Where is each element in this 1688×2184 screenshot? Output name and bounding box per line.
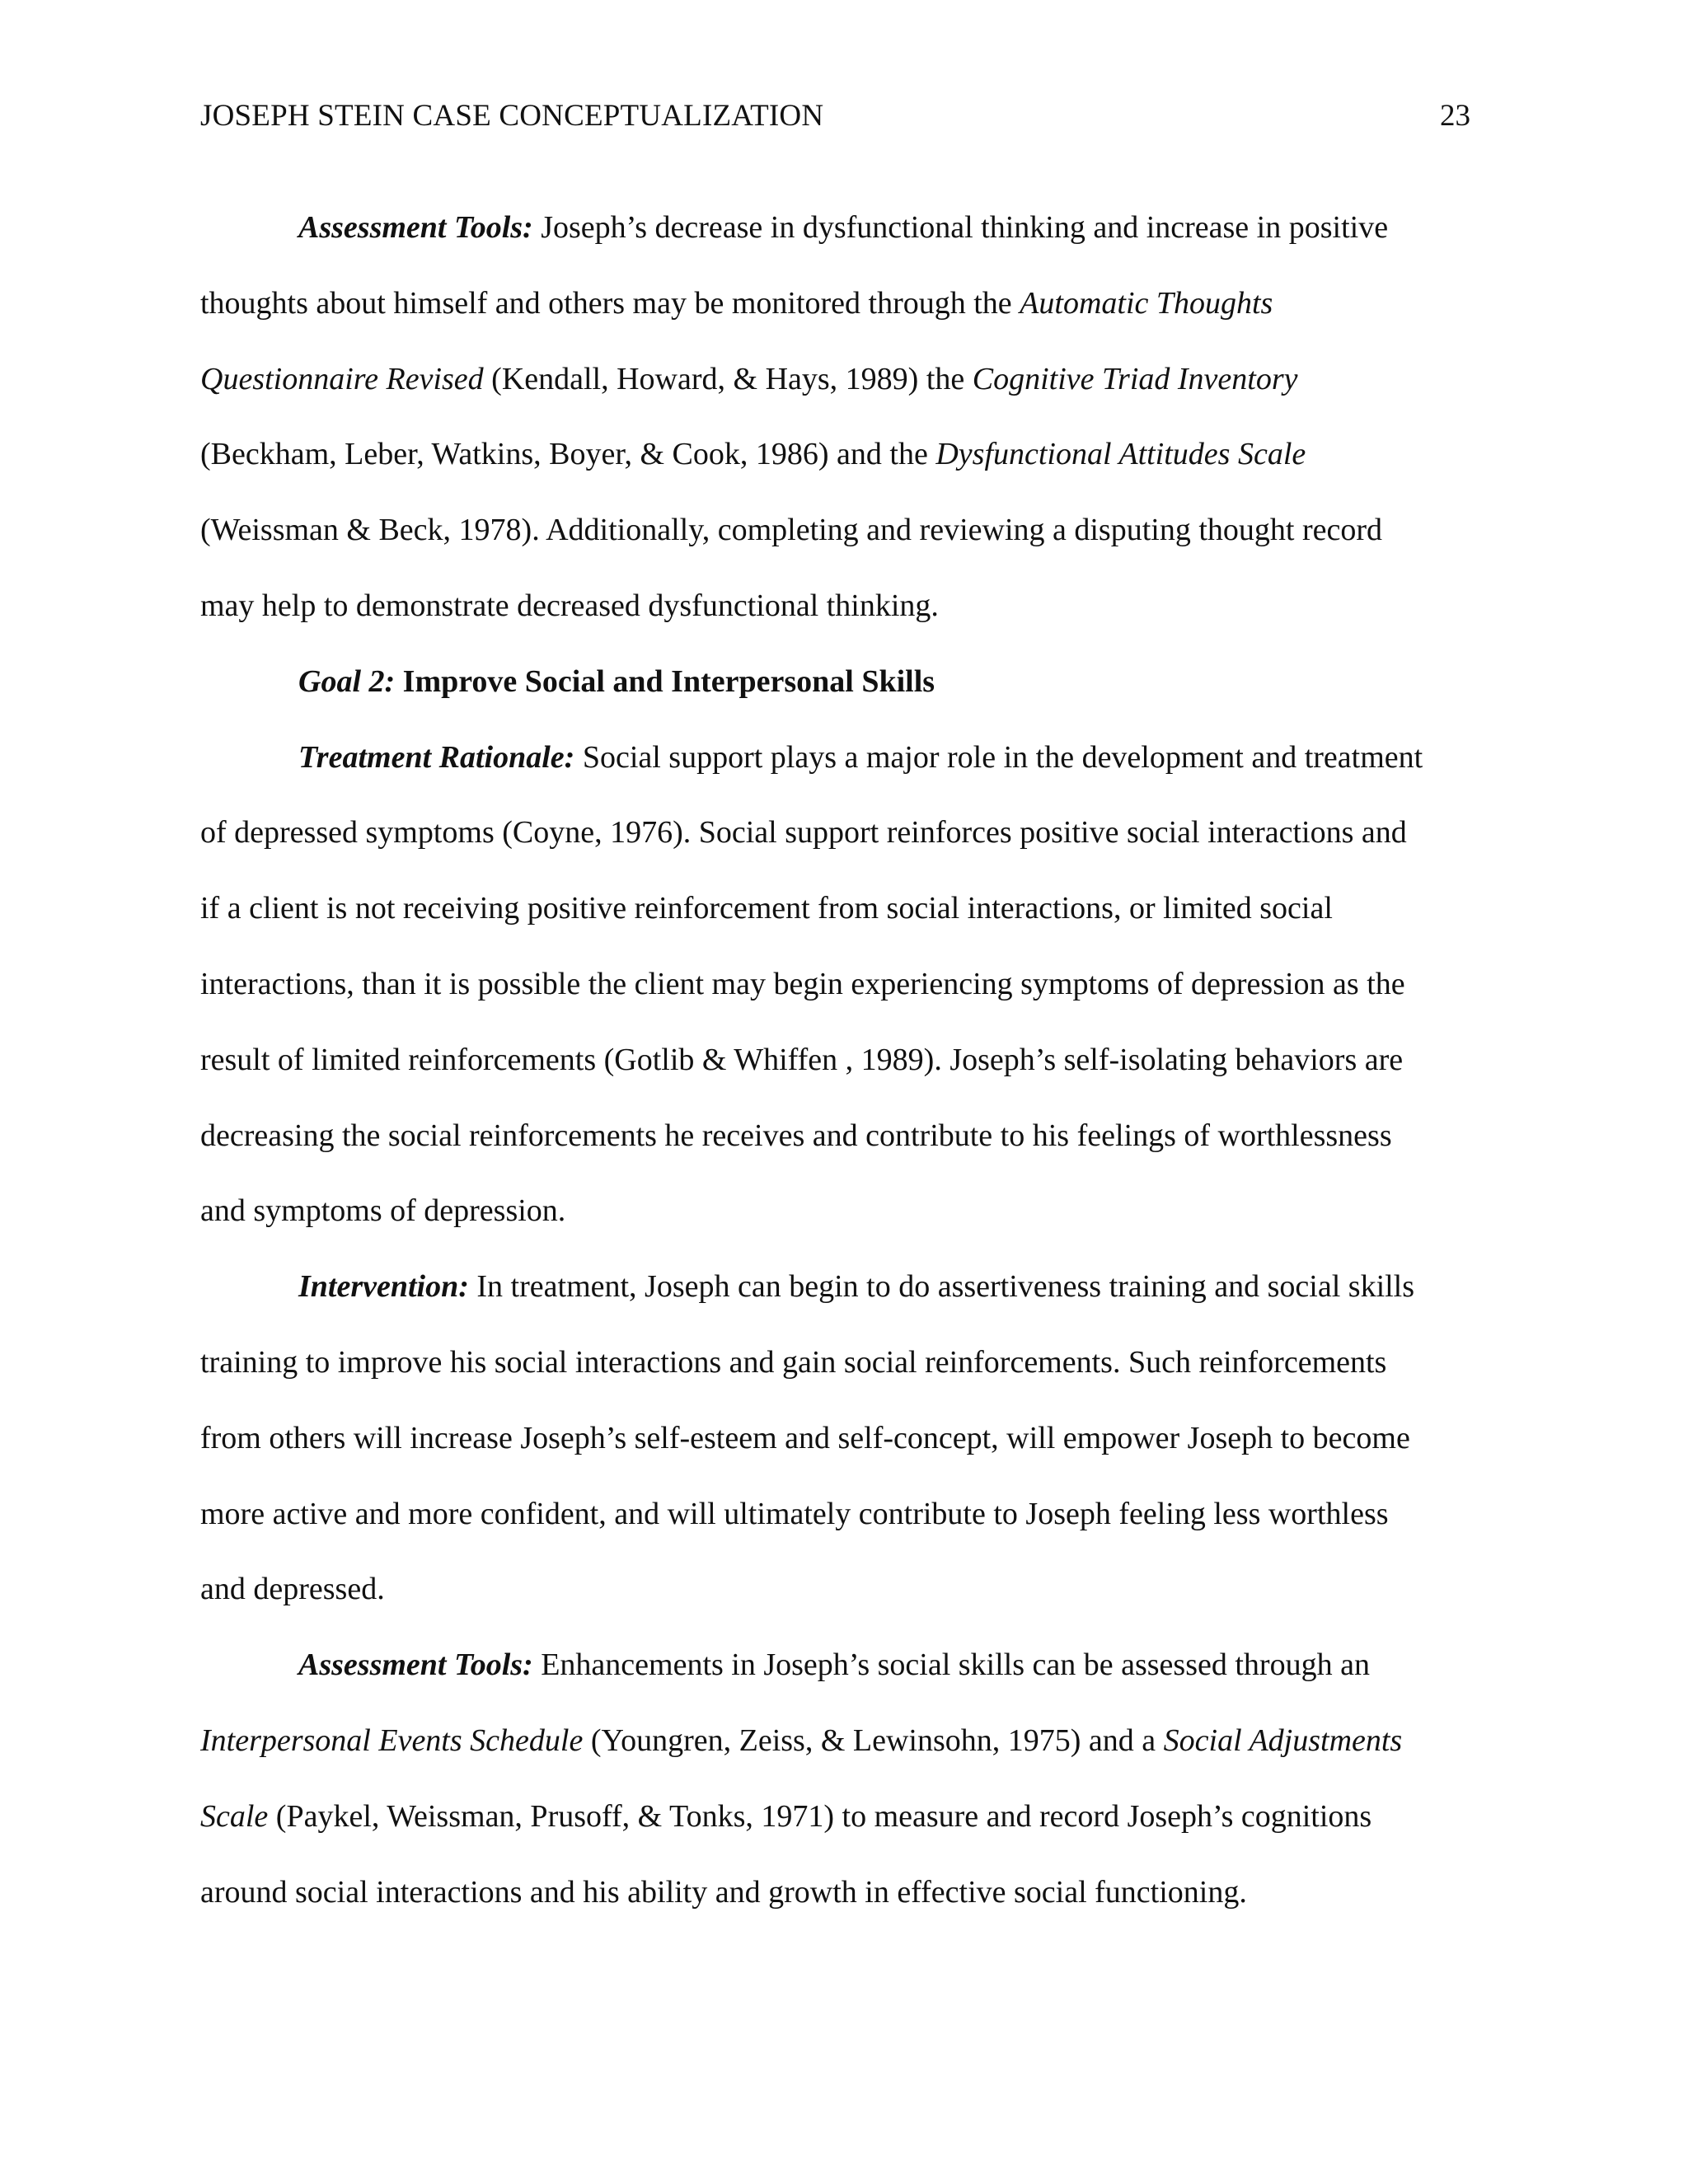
text-line: [200, 644, 1474, 720]
text-run: Enhancements in Joseph’s social skills can be assessed through an: [532, 1647, 1370, 1683]
text-line: [200, 1628, 1474, 1704]
text-line: [200, 342, 1474, 418]
text-line: decreasing the social reinforcements he receives and contribute to his feelings of worthlessness: [200, 1118, 1392, 1153]
section-label: Treatment Rationale:: [298, 739, 575, 775]
page-number: 23: [1440, 99, 1470, 133]
paragraph-assessment-tools-1: [200, 190, 1474, 644]
text-run: (Paykel, Weissman, Prusoff, & Tonks, 1971) to measure and record Joseph’s cognitions: [268, 1798, 1372, 1834]
italic-title: Dysfunctional Attitudes Scale: [935, 437, 1306, 472]
italic-title: Automatic Thoughts: [1020, 285, 1273, 321]
paragraph-assessment-tools-2: [200, 1628, 1474, 1930]
section-label: Assessment Tools:: [298, 1647, 533, 1683]
text-line: result of limited reinforcements (Gotlib & Whiffen , 1989). Joseph’s self-isolating behaviors are: [200, 1042, 1404, 1077]
document-body: [200, 190, 1474, 1930]
text-line: [200, 266, 1474, 342]
section-label: Intervention:: [298, 1269, 469, 1305]
text-line: may help to demonstrate decreased dysfunctional thinking.: [200, 588, 939, 623]
text-line: of depressed symptoms (Coyne, 1976). Social support reinforces positive social interactions and: [200, 815, 1407, 851]
text-line: interactions, than it is possible the client may begin experiencing symptoms of depression as the: [200, 966, 1405, 1001]
text-line: training to improve his social interactions and gain social reinforcements. Such reinforcements: [200, 1344, 1387, 1380]
text-line: if a client is not receiving positive reinforcement from social interactions, or limited social: [200, 891, 1333, 926]
italic-title: Social Adjustments: [1163, 1722, 1403, 1758]
italic-title: Questionnaire Revised: [200, 361, 484, 396]
text-run: (Youngren, Zeiss, & Lewinsohn, 1975) and a: [583, 1722, 1164, 1758]
text-line: [200, 720, 1474, 796]
text-run: Joseph’s decrease in dysfunctional thinking and increase in positive: [532, 210, 1389, 245]
text-line: [200, 1704, 1474, 1779]
text-line: [200, 417, 1474, 493]
text-line: (Weissman & Beck, 1978). Additionally, completing and reviewing a disputing thought record: [200, 513, 1382, 548]
goal-heading: [200, 644, 1474, 720]
section-label: Assessment Tools:: [298, 210, 533, 245]
running-head: JOSEPH STEIN CASE CONCEPTUALIZATION: [200, 99, 824, 133]
italic-title: Interpersonal Events Schedule: [200, 1722, 584, 1758]
text-line: and symptoms of depression.: [200, 1193, 566, 1229]
paragraph-treatment-rationale: [200, 720, 1474, 1250]
text-line: from others will increase Joseph’s self-esteem and self-concept, will empower Joseph to become: [200, 1420, 1410, 1455]
italic-title: Cognitive Triad Inventory: [972, 361, 1298, 396]
text-line: around social interactions and his ability and growth in effective social functioning.: [200, 1874, 1247, 1910]
text-run: (Kendall, Howard, & Hays, 1989) the: [483, 361, 973, 396]
text-run: thoughts about himself and others may be monitored through the: [200, 285, 1020, 321]
text-line: [200, 1779, 1474, 1855]
text-line: [200, 1249, 1474, 1325]
paragraph-intervention: [200, 1249, 1474, 1628]
text-line: [200, 190, 1474, 266]
text-run: In treatment, Joseph can begin to do assertiveness training and social skills: [468, 1269, 1415, 1305]
goal-label: Goal 2:: [298, 663, 396, 699]
goal-title: Improve Social and Interpersonal Skills: [395, 663, 935, 699]
text-run: (Beckham, Leber, Watkins, Boyer, & Cook, 1986) and the: [200, 437, 936, 472]
text-line: and depressed.: [200, 1572, 385, 1607]
italic-title: Scale: [200, 1798, 269, 1834]
text-run: Social support plays a major role in the development and treatment: [574, 739, 1423, 775]
text-line: more active and more confident, and will ultimately contribute to Joseph feeling less worthless: [200, 1496, 1389, 1531]
